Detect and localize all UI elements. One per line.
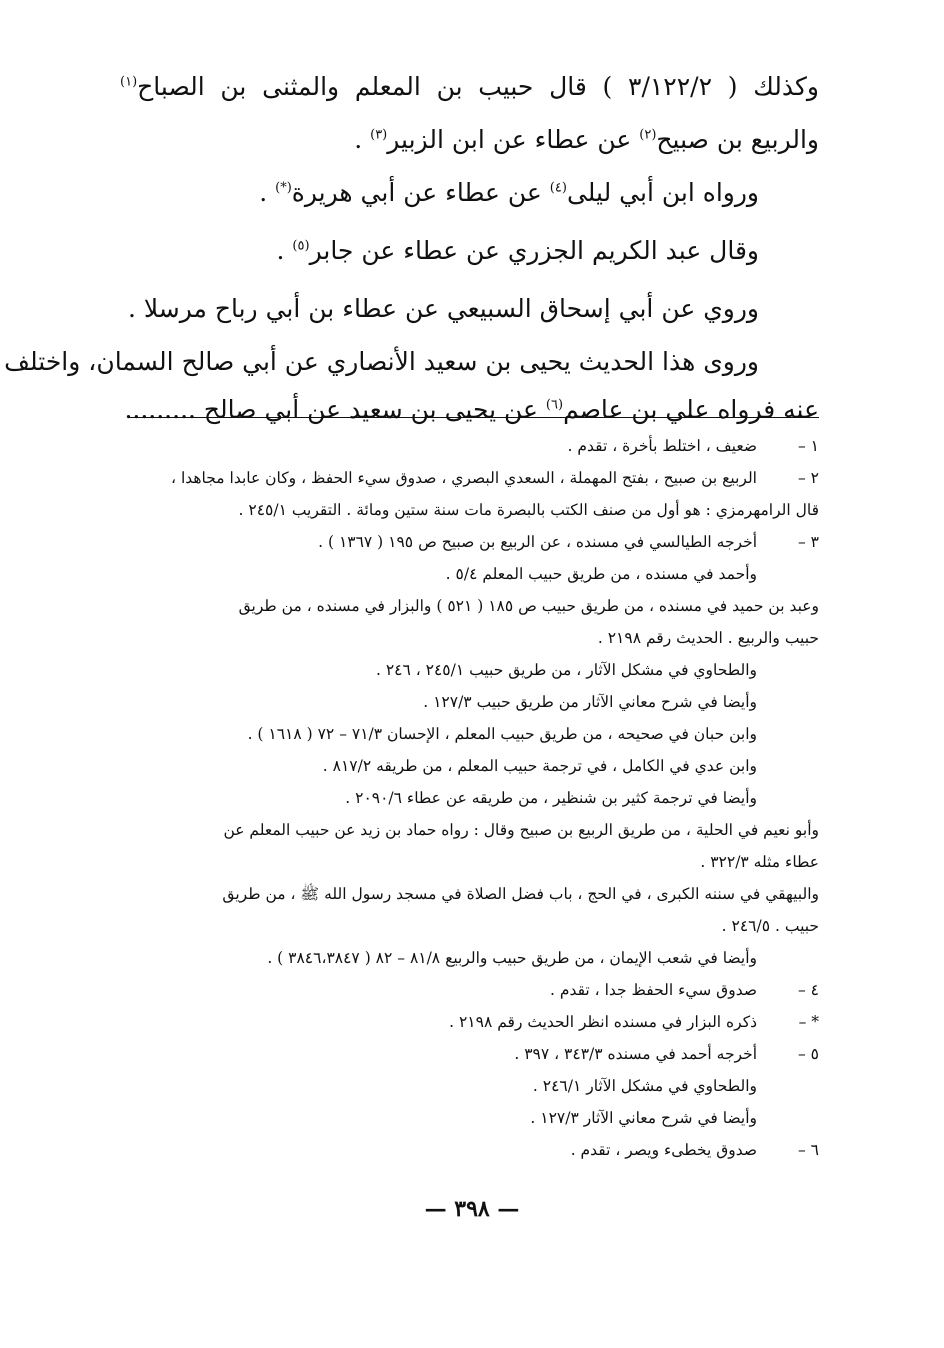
main-line-4-dot: .: [276, 236, 285, 265]
main-line-7-text-a: عنه فرواه علي بن عاصم: [563, 395, 819, 424]
footnote-2: [120, 462, 819, 494]
footnote-marker-2: (٢): [639, 127, 657, 143]
main-line-5: [120, 280, 819, 338]
footnote-5-line-2: [120, 1070, 819, 1102]
footnote-5: [120, 1038, 819, 1070]
footnote-number: ٢ –: [797, 469, 819, 487]
main-line-3: [120, 164, 819, 222]
footnote-marker-3: (٣): [370, 127, 388, 143]
footnote-3-line-4: [120, 622, 819, 654]
main-line-4: [120, 222, 819, 280]
footnote-3: [120, 526, 819, 558]
footnote-text: حبيب . ٢٤٦/٥ .: [721, 917, 819, 935]
footnote-text: أخرجه أحمد في مسنده ٣٤٣/٣ ، ٣٩٧ .: [514, 1045, 757, 1063]
footnote-6: [120, 1134, 819, 1166]
footnote-marker-1: (١): [120, 74, 138, 90]
footnote-1: [120, 430, 819, 462]
footnote-text: وأحمد في مسنده ، من طريق حبيب المعلم ٥/٤ .: [445, 565, 757, 583]
footnote-3-line-9: [120, 782, 819, 814]
footnote-marker-4: (٤): [549, 180, 567, 196]
footnote-text: والطحاوي في مشكل الآثار ٢٤٦/١ .: [532, 1077, 757, 1095]
footnote-number: * –: [798, 1013, 819, 1031]
footnote-marker-star: (*): [275, 180, 292, 196]
footnote-text: ضعيف ، اختلط بأخرة ، تقدم .: [567, 437, 757, 455]
footnote-number: ٥ –: [797, 1045, 819, 1063]
footnote-3-line-2: [120, 558, 819, 590]
footnote-text: عطاء مثله ٣٢٢/٣ .: [700, 853, 819, 871]
footnote-text: صدوق يخطىء ويصر ، تقدم .: [570, 1141, 757, 1159]
footnote-number: ٣ –: [797, 533, 819, 551]
footnote-text: والبيهقي في سننه الكبرى ، في الحج ، باب فضل الصلاة في مسجد رسول الله ﷺ ، من طريق: [222, 885, 819, 903]
footnote-2-cont: [120, 494, 819, 526]
footnote-3-line-5: [120, 654, 819, 686]
footnote-number: ٤ –: [797, 981, 819, 999]
main-line-2-text-b: عن عطاء عن ابن الزبير: [387, 125, 632, 154]
footnote-text: وأيضا في ترجمة كثير بن شنظير ، من طريقه عن عطاء ٢٠٩٠/٦ .: [345, 789, 757, 807]
main-line-1: [120, 58, 819, 116]
footnote-3-line-3: [120, 590, 819, 622]
footnotes: [120, 430, 819, 1166]
main-line-7-text-b: عن يحيى بن سعيد عن أبي صالح .........: [124, 395, 538, 424]
footnote-3-line-13: [120, 910, 819, 942]
main-line-2-text-a: والربيع بن صبيح: [656, 125, 819, 154]
main-line-3-text-a: ورواه ابن أبي ليلى: [566, 178, 759, 207]
footnote-text: وابن حبان في صحيحه ، من طريق حبيب المعلم ، الإحسان ٧١/٣ – ٧٢ ( ١٦١٨ ) .: [247, 725, 757, 743]
footnote-3-line-14: [120, 942, 819, 974]
main-line-4-text: وقال عبد الكريم الجزري عن عطاء عن جابر: [309, 236, 759, 265]
footnote-text: ذكره البزار في مسنده انظر الحديث رقم ٢١٩٨ .: [449, 1013, 757, 1031]
footnote-text: وأبو نعيم في الحلية ، من طريق الربيع بن صبيح وقال : رواه حماد بن زيد عن حبيب المعلم عن: [223, 821, 819, 839]
footnote-4: [120, 974, 819, 1006]
page-number: — ٣٩٨ —: [424, 1196, 520, 1222]
footnote-3-line-10: [120, 814, 819, 846]
footnote-3-line-7: [120, 718, 819, 750]
main-line-7: [120, 386, 819, 434]
footnote-separator: [129, 417, 819, 418]
main-line-2: [120, 116, 819, 164]
footnote-text: صدوق سيء الحفظ جدا ، تقدم .: [550, 981, 757, 999]
main-line-5-text: وروي عن أبي إسحاق السبيعي عن عطاء بن أبي رباح مرسلا .: [127, 294, 759, 323]
footnote-3-line-11: [120, 846, 819, 878]
footnote-marker-6: (٦): [545, 397, 564, 413]
main-line-3-dot: .: [259, 178, 268, 207]
footnote-marker-5: (٥): [292, 238, 310, 254]
footnote-number: ١ –: [797, 437, 819, 455]
main-text: [4, 58, 819, 434]
footnote-star: [120, 1006, 819, 1038]
footnote-3-line-8: [120, 750, 819, 782]
footnote-text: قال الرامهرمزي : هو أول من صنف الكتب بالبصرة مات سنة ستين ومائة . التقريب ٢٤٥/١ .: [238, 501, 819, 519]
main-line-6: [4, 338, 819, 386]
footnote-text: وأيضا في شرح معاني الآثار من طريق حبيب ١٢٧/٣ .: [423, 693, 757, 711]
footnote-text: وابن عدي في الكامل ، في ترجمة حبيب المعلم ، من طريقه ٨١٧/٢ .: [322, 757, 757, 775]
main-line-6-text: وروى هذا الحديث يحيى بن سعيد الأنصاري عن أبي صالح السمان، واختلف: [4, 347, 759, 376]
footnote-text: وعبد بن حميد في مسنده ، من طريق حبيب ص ١٨٥ ( ٥٢١ ) والبزار في مسنده ، من طريق: [238, 597, 819, 615]
footnote-text: الربيع بن صبيح ، بفتح المهملة ، السعدي البصري ، صدوق سيء الحفظ ، وكان عابدا مجاهدا ،: [171, 469, 757, 487]
footnote-3-line-6: [120, 686, 819, 718]
footnote-text: حبيب والربيع . الحديث رقم ٢١٩٨ .: [597, 629, 819, 647]
footnote-3-line-12: [120, 878, 819, 910]
footnote-number: ٦ –: [797, 1141, 819, 1159]
footnote-text: وأيضا في شرح معاني الآثار ١٢٧/٣ .: [530, 1109, 757, 1127]
main-line-1-text: وكذلك ( ٣/١٢٢/٢ ) قال حبيب بن المعلم والمثنى بن الصباح: [137, 72, 819, 101]
main-line-2-dot: .: [354, 125, 363, 154]
footnote-text: وأيضا في شعب الإيمان ، من طريق حبيب والربيع ٨١/٨ – ٨٢ ( ٣٨٤٦،٣٨٤٧ ) .: [267, 949, 757, 967]
footnote-text: والطحاوي في مشكل الآثار ، من طريق حبيب ٢٤٥/١ ، ٢٤٦ .: [375, 661, 757, 679]
footnote-5-line-3: [120, 1102, 819, 1134]
main-line-3-text-b: عن عطاء عن أبي هريرة: [291, 178, 542, 207]
footnote-text: أخرجه الطيالسي في مسنده ، عن الربيع بن صبيح ص ١٩٥ ( ١٣٦٧ ) .: [318, 533, 757, 551]
